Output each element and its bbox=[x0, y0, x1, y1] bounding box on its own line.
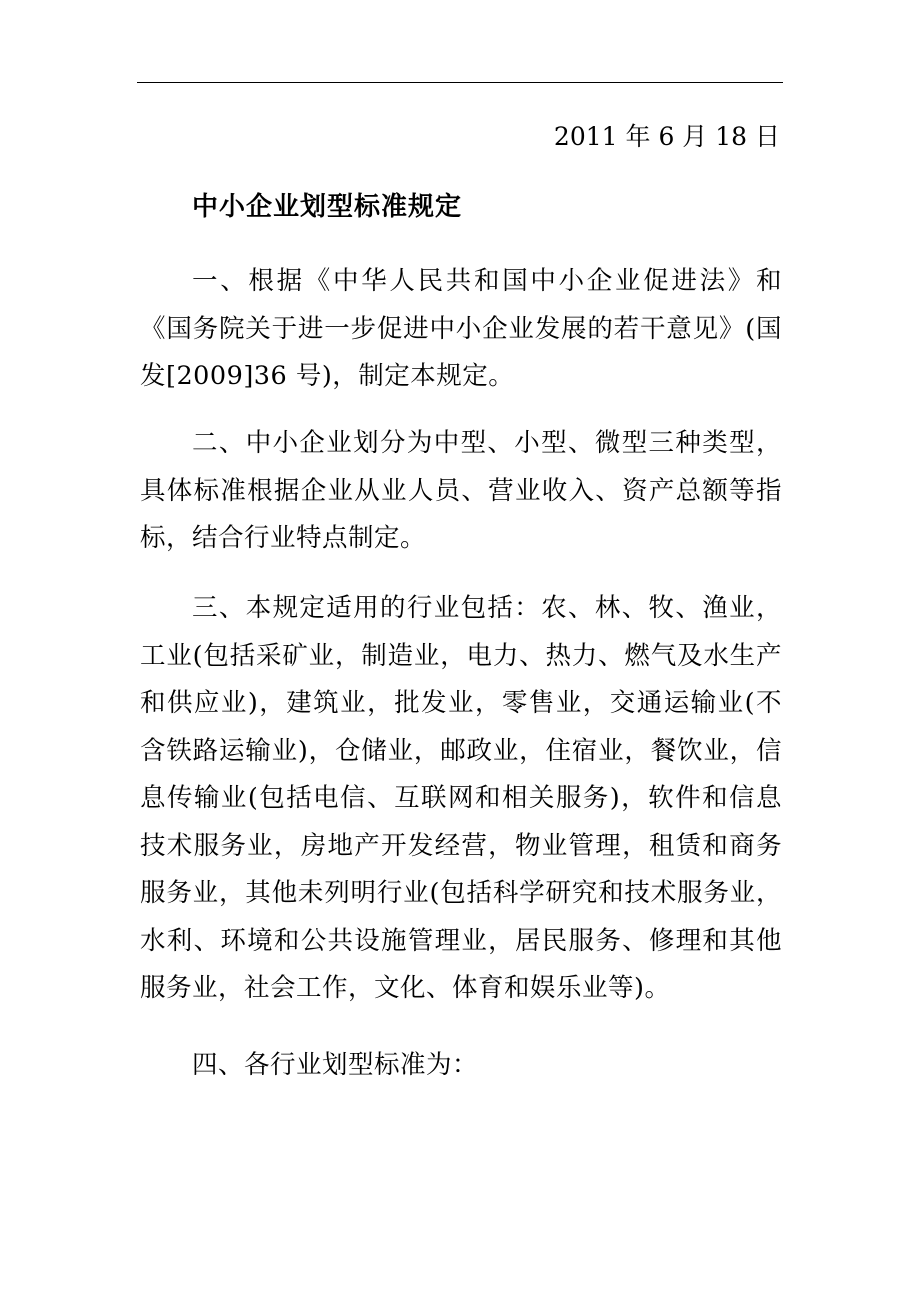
document-title: 中小企业划型标准规定 bbox=[192, 192, 463, 222]
paragraph-1: 一、根据《中华人民共和国中小企业促进法》和《国务院关于进一步促进中小企业发展的若干意见》(国发[2009]36 号)，制定本规定。 bbox=[140, 266, 782, 391]
paragraph-2: 二、中小企业划分为中型、小型、微型三种类型，具体标准根据企业从业人员、营业收入、资产总额等指标，结合行业特点制定。 bbox=[140, 428, 782, 553]
header-rule bbox=[137, 82, 783, 83]
document-date: 2011 年 6 月 18 日 bbox=[553, 122, 780, 151]
paragraph-3: 三、本规定适用的行业包括：农、林、牧、渔业，工业(包括采矿业，制造业，电力、热力、燃气及水生产和供应业)，建筑业，批发业，零售业，交通运输业(不含铁路运输业)，仓储业，邮政业，住宿业，餐饮业，信息传输业(包括电信、互联网和相关服务)，软件和信息技术服务业，房地产开发经营，物业管理，租赁和商务服务业，其他未列明行业(包括科学研究和技术服务业，水利、环境和公共设施管理业，居民服务、修理和其他服务业，社会工作，文化、体育和娱乐业等)。 bbox=[140, 593, 782, 1003]
paragraph-4: 四、各行业划型标准为： bbox=[192, 1050, 479, 1080]
